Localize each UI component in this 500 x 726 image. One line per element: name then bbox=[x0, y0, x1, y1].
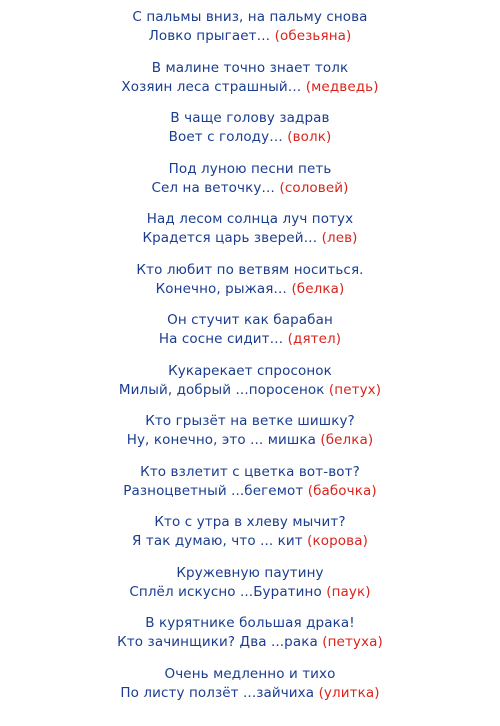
riddle-block bbox=[0, 59, 500, 110]
riddle-line-2-text: Кто зачинщики? Два ...рака bbox=[117, 634, 318, 650]
riddle-line-2 bbox=[0, 229, 500, 248]
riddle-answer: (белка) bbox=[291, 280, 345, 297]
riddle-line-1: Кто любит по ветвям носиться. bbox=[136, 261, 364, 278]
riddle-line-2 bbox=[0, 179, 500, 198]
riddle-line-2 bbox=[0, 78, 500, 97]
riddle-line-1: Кто взлетит с цветка вот-вот? bbox=[140, 463, 360, 480]
riddle-line-1: Кружевную паутину bbox=[176, 564, 324, 581]
riddle-line-2 bbox=[0, 128, 500, 147]
riddle-line-1: В чаще голову задрав bbox=[170, 110, 330, 126]
riddle-block bbox=[0, 261, 500, 312]
riddle-answer: (паук) bbox=[326, 583, 371, 600]
riddle-line-2 bbox=[0, 280, 500, 299]
riddle-line-1: Кукарекает спросонок bbox=[168, 362, 332, 379]
riddle-block bbox=[0, 412, 500, 463]
riddle-line-2-text: Ну, конечно, это ... мишка bbox=[126, 432, 316, 448]
riddle-line-1: Очень медленно и тихо bbox=[164, 665, 336, 682]
riddle-line-2 bbox=[0, 381, 500, 400]
riddle-block bbox=[0, 614, 500, 665]
riddle-line-2-text: Крадется царь зверей… bbox=[142, 230, 318, 246]
riddle-line-2 bbox=[0, 482, 500, 501]
riddle-line-1: Кто с утра в хлеву мычит? bbox=[154, 514, 346, 530]
riddle-line-2-text: Сел на веточку… bbox=[151, 179, 276, 196]
riddle-block bbox=[0, 311, 500, 362]
riddle-answer: (корова) bbox=[307, 533, 368, 549]
riddle-block bbox=[0, 160, 500, 211]
riddle-line-2-text: Хозяин леса страшный… bbox=[121, 78, 302, 95]
riddle-line-2-text: Сплёл искусно ...Буратино bbox=[129, 583, 322, 600]
riddle-line-1: Под луною песни петь bbox=[168, 160, 332, 177]
riddle-line-2-text: Конечно, рыжая… bbox=[155, 280, 288, 297]
riddle-block bbox=[0, 564, 500, 615]
riddle-answer: (дятел) bbox=[287, 331, 342, 347]
riddle-answer: (петух) bbox=[328, 381, 382, 398]
riddle-block bbox=[0, 513, 500, 564]
riddle-line-2-text: По листу ползёт ...зайчиха bbox=[120, 684, 315, 701]
riddle-line-2 bbox=[0, 684, 500, 703]
riddle-answer: (лев) bbox=[321, 230, 358, 246]
riddle-line-2-text: На сосне сидит… bbox=[158, 331, 284, 347]
riddle-line-2-text: Милый, добрый ...поросенок bbox=[118, 381, 325, 398]
riddle-line-1: Над лесом солнца луч потух bbox=[146, 211, 354, 227]
riddle-line-2-text: Воет с голоду… bbox=[168, 129, 283, 145]
riddle-line-2 bbox=[0, 633, 500, 652]
riddle-answer: (медведь) bbox=[305, 78, 379, 95]
riddle-answer: (волк) bbox=[287, 129, 332, 145]
riddle-line-1: Он стучит как барабан bbox=[167, 312, 333, 328]
riddle-line-1: В курятнике большая драка! bbox=[145, 615, 355, 631]
riddle-line-2-text: Разноцветный ...бегемот bbox=[123, 482, 304, 499]
riddle-block bbox=[0, 109, 500, 160]
riddle-answer: (петуха) bbox=[322, 634, 383, 650]
riddle-line-2 bbox=[0, 532, 500, 551]
riddle-line-1: В малине точно знает толк bbox=[151, 59, 349, 76]
riddle-line-2 bbox=[0, 583, 500, 602]
riddle-block bbox=[0, 665, 500, 716]
riddle-answer: (обезьяна) bbox=[274, 28, 352, 44]
riddle-line-2 bbox=[0, 431, 500, 450]
riddle-line-1: Кто грызёт на ветке шишку? bbox=[145, 413, 355, 429]
riddle-block bbox=[0, 463, 500, 514]
riddle-answer: (соловей) bbox=[279, 179, 349, 196]
riddle-line-2-text: Ловко прыгает… bbox=[148, 28, 271, 44]
riddle-line-2-text: Я так думаю, что ... кит bbox=[132, 533, 303, 549]
riddle-block bbox=[0, 362, 500, 413]
riddle-line-1: С пальмы вниз, на пальму снова bbox=[132, 9, 368, 25]
riddle-block bbox=[0, 210, 500, 261]
riddle-answer: (белка) bbox=[320, 432, 374, 448]
riddle-block bbox=[0, 8, 500, 59]
riddle-line-2 bbox=[0, 27, 500, 46]
riddle-answer: (улитка) bbox=[318, 684, 380, 701]
riddle-line-2 bbox=[0, 330, 500, 349]
riddle-answer: (бабочка) bbox=[307, 482, 377, 499]
